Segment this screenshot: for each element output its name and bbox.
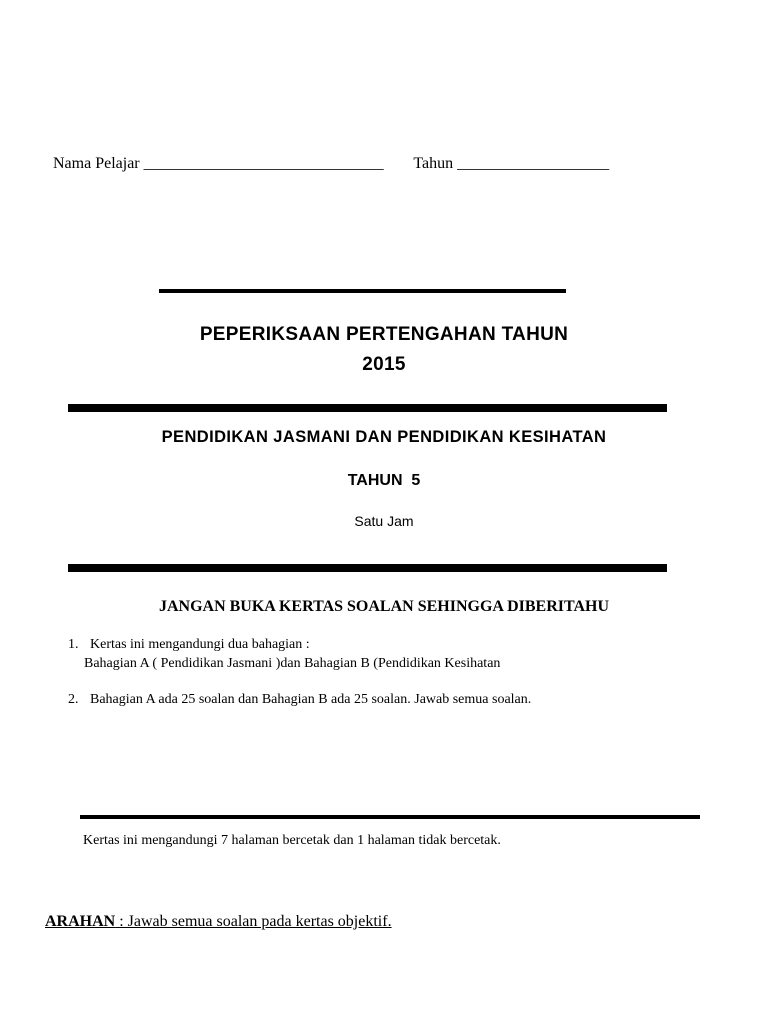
arahan-label: ARAHAN [45,913,116,930]
exam-title-line2: 2015 [362,354,406,375]
name-blank: ______________________________ [143,155,384,172]
instruction-1-number: 1. [68,637,79,652]
instruction-2-line1: Bahagian A ada 25 soalan dan Bahagian B ada 25 soalan. Jawab semua soalan. [90,692,532,707]
exam-title-line1: PEPERIKSAAN PERTENGAHAN TAHUN [199,324,569,345]
student-info-line [53,155,609,173]
instruction-1-line2: Bahagian A ( Pendidikan Jasmani )dan Bahagian B (Pendidikan Kesihatan [84,656,501,671]
grade-label: TAHUN 5 [347,472,421,489]
duration-label: Satu Jam [354,513,414,529]
page-count-note: Kertas ini mengandungi 7 halaman bercetak dan 1 halaman tidak bercetak. [83,833,501,848]
instruction-1 [68,635,500,673]
title-rule [68,404,667,412]
name-label: Nama Pelajar [53,155,140,172]
instruction-2-number: 2. [68,692,79,707]
subject-title: PENDIDIKAN JASMANI DAN PENDIDIKAN KESIHATAN [161,428,607,446]
footer-rule [80,815,700,819]
instruction-1-line1: Kertas ini mengandungi dua bahagian : [90,637,310,652]
top-rule [159,289,566,293]
warning-text: JANGAN BUKA KERTAS SOALAN SEHINGGA DIBERITAHU [158,598,610,615]
subject-rule [68,564,667,572]
year-label: Tahun [413,155,454,172]
arahan-text: : Jawab semua soalan pada kertas objektif. [115,913,392,930]
arahan-instruction [45,913,392,931]
year-blank: ___________________ [457,155,610,172]
instruction-2 [68,690,531,709]
